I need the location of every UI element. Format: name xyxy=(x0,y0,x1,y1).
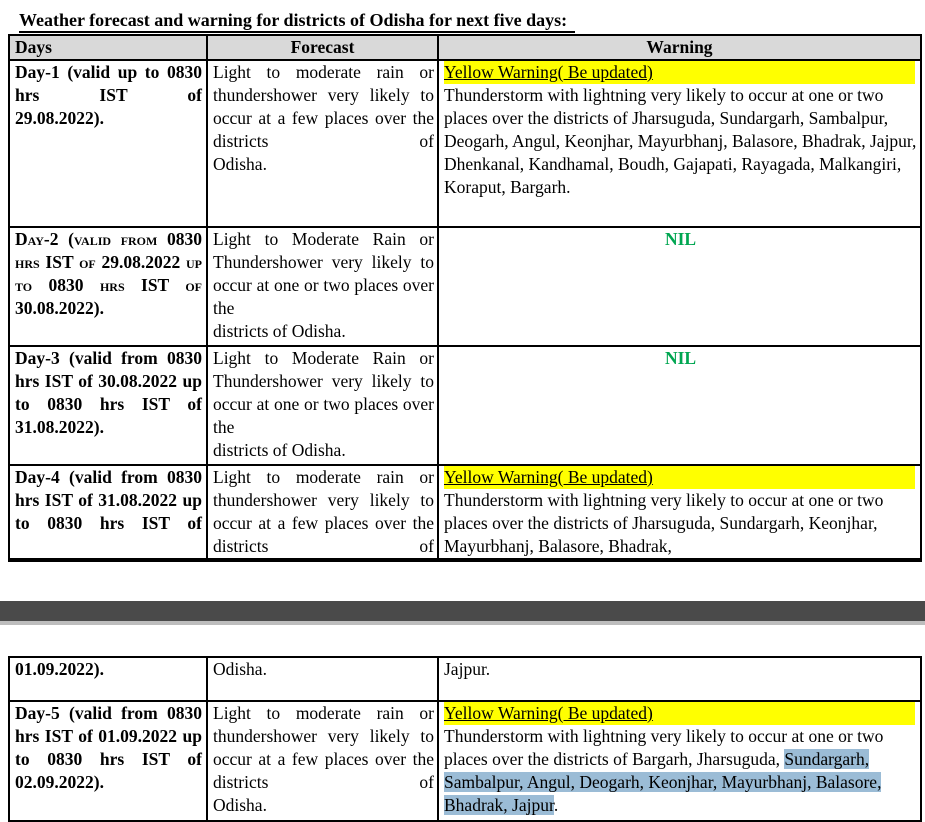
forecast-line: Odisha. xyxy=(213,795,267,815)
day1-forecast-cell xyxy=(207,60,438,227)
yellow-warning-label: Yellow Warning( Be updated) xyxy=(444,61,915,84)
table-header-row xyxy=(9,35,921,60)
forecast-line: thundershower very likely xyxy=(213,726,410,746)
days-line: 02.09.2022). xyxy=(15,772,104,792)
forecast-line: two places over the xyxy=(213,275,435,318)
days-line: Day-3 (valid from xyxy=(15,348,158,368)
days-line: 0830 hrs IST of xyxy=(47,394,202,414)
forecast-line: Odisha. xyxy=(213,154,267,174)
selected-text-highlight[interactable]: Sundargarh, Sambalpur, Angul, Deogarh, Keonjhar, Mayurbhanj, Balasore, Bhadrak, Jajpur xyxy=(444,749,882,815)
table-row xyxy=(9,346,921,465)
days-line: Day-5 (valid from xyxy=(15,703,158,723)
page-separator xyxy=(0,601,925,621)
days-line: 0830 hrs IST of xyxy=(15,229,203,272)
forecast-table xyxy=(8,34,922,562)
days-line: 0830 hrs IST of xyxy=(15,467,202,510)
forecast-line: over the districts of xyxy=(213,108,435,151)
forecast-line: thundershower very likely xyxy=(213,85,410,105)
table-row xyxy=(9,465,921,561)
table-row xyxy=(9,657,921,701)
day4-forecast-continued: Odisha. xyxy=(207,657,438,701)
day5-forecast-cell xyxy=(207,701,438,821)
days-line: 0830 hrs IST of xyxy=(48,275,202,295)
page-title: Weather forecast and warning for districts of Odisha for next five days: xyxy=(19,9,575,33)
day3-forecast-cell xyxy=(207,346,438,465)
yellow-warning-label: Yellow Warning( Be updated) xyxy=(444,702,915,725)
forecast-line: Light to moderate rain or xyxy=(213,467,434,487)
day2-days-cell xyxy=(9,227,207,346)
warning-text: Thunderstorm with lightning very likely to occur at one or two places over the districts of Bargarh, Jharsuguda, xyxy=(444,726,884,769)
nil-warning: NIL xyxy=(664,348,697,368)
days-line: 30.08.2022 up to xyxy=(15,371,202,414)
forecast-line: thundershower very likely xyxy=(213,490,410,510)
forecast-line: districts of Odisha. xyxy=(213,321,346,341)
days-line: 30.08.2022). xyxy=(15,298,104,318)
day4-forecast-cell xyxy=(207,465,438,561)
day4-warning-continued: Jajpur. xyxy=(438,657,921,701)
days-header: Days xyxy=(9,35,207,60)
days-line: 29.08.2022). xyxy=(15,108,104,128)
day2-forecast-cell xyxy=(207,227,438,346)
day3-days-cell xyxy=(9,346,207,465)
forecast-table-continued xyxy=(8,656,922,822)
page-separator-shadow xyxy=(0,621,925,625)
day3-warning-cell xyxy=(438,346,921,465)
table-row xyxy=(9,701,921,821)
warning-header: Warning xyxy=(438,35,921,60)
yellow-warning-label: Yellow Warning( Be updated) xyxy=(444,466,915,489)
table-row xyxy=(9,227,921,346)
days-line: Day-4 (valid from xyxy=(15,467,158,487)
days-line: 0830 hrs IST of xyxy=(15,62,203,105)
forecast-header: Forecast xyxy=(207,35,438,60)
day4-days-continued: 01.09.2022). xyxy=(9,657,207,701)
forecast-line: over the districts of xyxy=(213,513,435,556)
days-line: Day-1 (valid up to xyxy=(15,62,160,82)
forecast-line: to occur at a few places xyxy=(213,85,435,128)
forecast-line: Light to moderate rain or xyxy=(213,703,434,723)
warning-text: Thunderstorm with lightning very likely to occur at one or two places over the districts of Jharsuguda, Sundargarh, Keonjhar, Mayurbhanj, Balasore, Bhadrak, xyxy=(444,490,884,556)
forecast-line: Light to Moderate Rain or xyxy=(213,348,434,368)
day4-warning-cell xyxy=(438,465,921,561)
table-row xyxy=(9,60,921,227)
forecast-line: two places over the xyxy=(213,394,435,437)
days-line: 0830 hrs IST of xyxy=(15,348,202,391)
forecast-line: to occur at a few places xyxy=(213,726,435,769)
day2-warning-cell xyxy=(438,227,921,346)
page-break-line xyxy=(8,558,920,561)
forecast-line: over the districts of xyxy=(213,749,435,792)
days-line: 0830 hrs IST of xyxy=(47,749,202,769)
day1-warning-cell xyxy=(438,60,921,227)
days-line: 0830 hrs IST of xyxy=(15,703,202,746)
warning-text-end: . xyxy=(553,795,559,815)
forecast-line: to occur at a few places xyxy=(213,490,435,533)
forecast-line: Light to moderate rain or xyxy=(213,62,434,82)
day5-warning-cell xyxy=(438,701,921,821)
days-line: 31.08.2022). xyxy=(15,417,104,437)
forecast-line: likely to occur at one or xyxy=(213,371,435,414)
days-line: 31.08.2022 up to xyxy=(15,490,202,533)
forecast-line: likely to occur at one or xyxy=(213,252,435,295)
days-line: 0830 hrs IST of xyxy=(47,513,202,533)
days-line: Day-2 (valid from xyxy=(15,229,158,249)
forecast-line: Light to Moderate Rain or xyxy=(213,229,434,249)
day4-days-cell xyxy=(9,465,207,561)
day1-days-cell xyxy=(9,60,207,227)
forecast-line: Thundershower very xyxy=(213,252,363,272)
day5-days-cell xyxy=(9,701,207,821)
forecast-line: Thundershower very xyxy=(213,371,363,391)
warning-text: Thunderstorm with lightning very likely to occur at one or two places over the districts of Jharsuguda, Sundargarh, Sambalpur, Deogarh, Angul, Keonjhar, Mayurbhanj, Balasore, Bhadrak, Jajpur, Dhenkanal, Kandhamal, Boudh, Gajapati, Rayagada, Malkangiri, Koraput, Bargarh. xyxy=(444,85,917,197)
nil-warning: NIL xyxy=(664,229,697,249)
forecast-line: districts of Odisha. xyxy=(213,440,346,460)
days-line: 29.08.2022 up to xyxy=(15,252,202,295)
days-line: 01.09.2022 up to xyxy=(15,726,202,769)
